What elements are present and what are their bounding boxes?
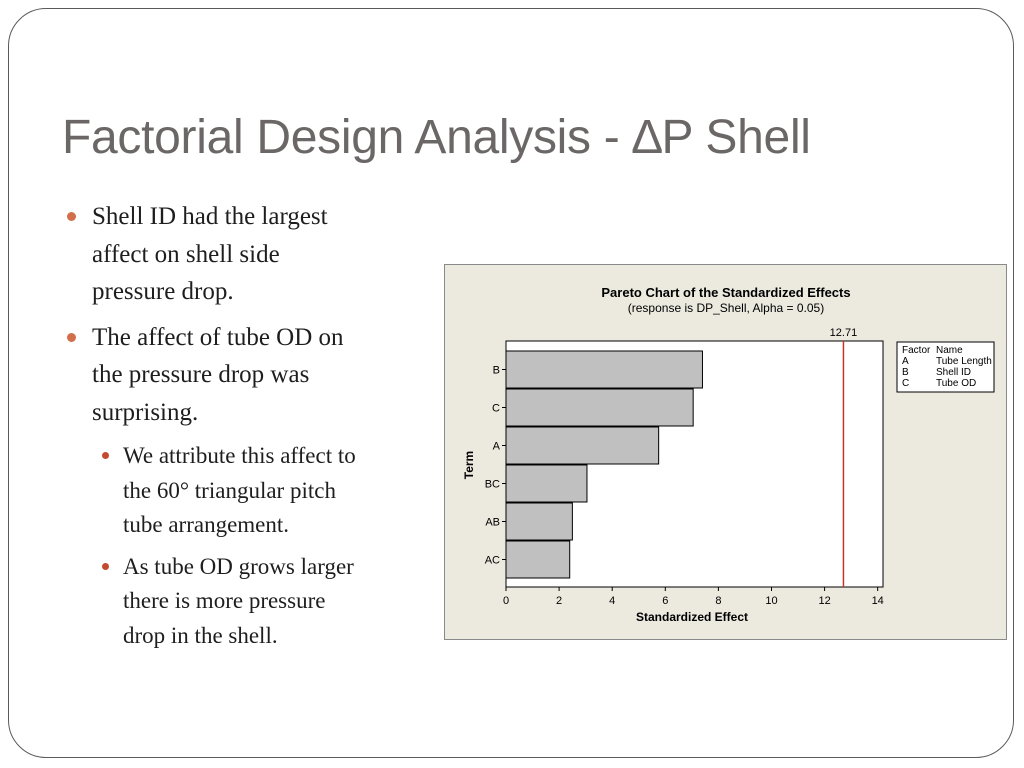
sub-bullet-text: the 60° triangular pitch xyxy=(123,477,336,503)
bar-ab xyxy=(506,503,572,540)
bullet-text: affect on shell side xyxy=(92,240,280,268)
legend-name: Tube Length xyxy=(936,356,992,367)
x-tick-label: 10 xyxy=(765,595,778,607)
bullet-text: pressure drop. xyxy=(92,278,234,305)
y-tick-label: C xyxy=(492,402,500,415)
sub-bullet-text: We attribute this affect to xyxy=(123,443,356,468)
sub-bullet-text: drop in the shell. xyxy=(123,622,278,648)
bar-c xyxy=(506,389,693,426)
sub-bullet-dot-icon xyxy=(102,563,109,570)
legend-header-name: Name xyxy=(936,345,963,356)
legend-name: Tube OD xyxy=(936,378,977,389)
reference-line-label: 12.71 xyxy=(829,327,858,339)
sub-bullet-dot-icon xyxy=(102,452,109,459)
pareto-chart-panel xyxy=(444,264,1007,640)
bar-bc xyxy=(506,465,587,502)
x-axis xyxy=(503,587,884,607)
x-axis-label: Standardized Effect xyxy=(635,610,749,624)
bullet-dot-icon xyxy=(67,212,76,221)
bullet-item-1 xyxy=(62,198,432,311)
bullet-text: surprising. xyxy=(92,398,199,426)
x-tick-label: 4 xyxy=(609,595,616,607)
y-tick-label: AB xyxy=(485,516,500,529)
y-axis-label: Term xyxy=(462,450,476,480)
legend-header-factor: Factor xyxy=(902,345,931,356)
x-tick-label: 12 xyxy=(818,595,831,607)
y-tick-label: BC xyxy=(484,478,500,491)
x-tick-label: 2 xyxy=(556,595,563,607)
bullet-item-2 xyxy=(62,319,432,432)
sub-bullet-text: As tube OD grows larger xyxy=(123,553,354,579)
sub-bullet-item-2 xyxy=(62,550,432,654)
sub-bullet-text: tube arrangement. xyxy=(123,512,290,537)
chart-title: Pareto Chart of the Standardized Effects xyxy=(601,285,851,300)
legend xyxy=(897,342,994,392)
bullet-text: the pressure drop was xyxy=(92,361,310,388)
x-tick-label: 8 xyxy=(715,595,722,607)
chart-subtitle: (response is DP_Shell, Alpha = 0.05) xyxy=(627,301,825,315)
y-tick-label: AC xyxy=(484,554,500,567)
slide-title: Factorial Design Analysis - ∆P Shell xyxy=(62,111,811,164)
bullet-dot-icon xyxy=(67,333,76,342)
legend-factor: C xyxy=(902,378,910,389)
x-tick-label: 14 xyxy=(871,595,884,607)
sub-bullet-text: there is more pressure xyxy=(123,588,326,613)
y-axis xyxy=(485,365,506,567)
x-tick-label: 0 xyxy=(502,595,510,607)
bullet-list xyxy=(62,198,432,660)
y-tick-label: A xyxy=(492,440,500,453)
bar-b xyxy=(506,351,702,388)
x-tick-label: 6 xyxy=(662,595,669,607)
bar-a xyxy=(506,427,659,464)
y-tick-label: B xyxy=(492,364,500,377)
legend-name: Shell ID xyxy=(936,367,972,378)
bullet-text: The affect of tube OD on xyxy=(92,323,344,351)
legend-factor: A xyxy=(902,356,909,367)
sub-bullet-item-1 xyxy=(62,439,432,543)
bullet-text: Shell ID had the largest xyxy=(92,203,328,230)
bar-ac xyxy=(506,541,570,578)
legend-factor: B xyxy=(902,367,909,378)
pareto-chart xyxy=(445,265,1008,641)
